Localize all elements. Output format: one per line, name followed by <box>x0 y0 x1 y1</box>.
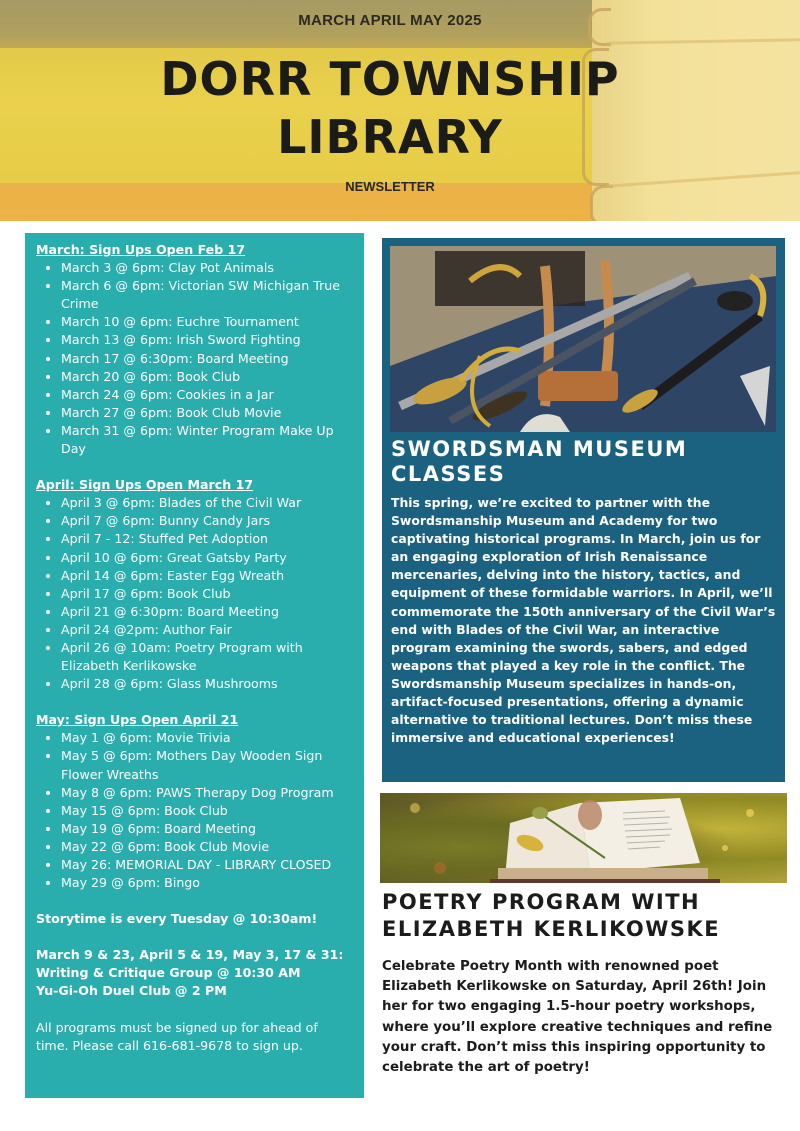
event-item: May 8 @ 6pm: PAWS Therapy Dog Program <box>61 784 354 802</box>
title-line-2: LIBRARY <box>277 110 503 164</box>
event-item: May 15 @ 6pm: Book Club <box>61 802 354 820</box>
open-book-illustration <box>380 793 787 883</box>
swords-photo <box>390 246 776 432</box>
event-item: May 26: MEMORIAL DAY - LIBRARY CLOSED <box>61 856 354 874</box>
event-item: May 19 @ 6pm: Board Meeting <box>61 820 354 838</box>
poetry-title-line-2: ELIZABETH KERLIKOWSKE <box>382 917 721 941</box>
swordsman-title-line-2: CLASSES <box>391 462 506 486</box>
event-item: May 1 @ 6pm: Movie Trivia <box>61 729 354 747</box>
event-item: March 27 @ 6pm: Book Club Movie <box>61 404 354 422</box>
poetry-title-line-1: POETRY PROGRAM WITH <box>382 890 701 914</box>
newsletter-header <box>0 0 800 221</box>
event-item: May 29 @ 6pm: Bingo <box>61 874 354 892</box>
swordsman-title <box>391 437 781 487</box>
event-item: March 17 @ 6:30pm: Board Meeting <box>61 350 354 368</box>
event-item: March 10 @ 6pm: Euchre Tournament <box>61 313 354 331</box>
march-events-list <box>36 259 354 458</box>
event-item: April 26 @ 10am: Poetry Program with Elizabeth Kerlikowske <box>61 639 354 675</box>
event-item: April 14 @ 6pm: Easter Egg Wreath <box>61 567 354 585</box>
section-heading-may: May: Sign Ups Open April 21 <box>36 712 239 728</box>
storytime-note: Storytime is every Tuesday @ 10:30am! <box>36 911 318 927</box>
event-item: April 21 @ 6:30pm: Board Meeting <box>61 603 354 621</box>
poetry-book-photo <box>380 793 787 883</box>
poetry-description: Celebrate Poetry Month with renowned poet Elizabeth Kerlikowske on Saturday, April 26th! Join her for two engaging 1.5-hour poetry workshops, where you’ll explore creative techniques and refine your craft. Don’t miss this inspiring opportunity to celebrate the art of poetry! <box>382 959 773 1076</box>
yugioh-club-note: Yu-Gi-Oh Duel Club @ 2 PM <box>36 983 227 999</box>
swordsman-title-line-1: SWORDSMAN MUSEUM <box>391 437 688 461</box>
event-item: March 20 @ 6pm: Book Club <box>61 368 354 386</box>
poetry-title <box>382 889 792 943</box>
issue-date-range: MARCH APRIL MAY 2025 <box>298 12 482 29</box>
event-item: March 13 @ 6pm: Irish Sword Fighting <box>61 331 354 349</box>
section-heading-april: April: Sign Ups Open March 17 <box>36 477 254 493</box>
april-events-list <box>36 494 354 693</box>
swordsman-description: This spring, we’re excited to partner with the Swordsmanship Museum and Academy for two captivating historical programs. In March, join us for an engaging exploration of Irish Renaissance mercenaries, delving into the history, tactics, and equipment of these formidable warriors. In April, we’ll commemorate the 150th anniversary of the Civil War’s end with Blades of the Civil War, an interactive program examining the swords, sabers, and edged weapons that played a key role in the conflict. The Swordsmanship Museum specializes in hands-on, artifact-focused presentations, offering a dynamic alternative to traditional lectures. Don’t miss these immersive and educational experiences! <box>391 495 776 746</box>
swordsman-museum-panel <box>382 238 785 782</box>
event-item: March 31 @ 6pm: Winter Program Make Up Day <box>61 422 354 458</box>
signup-note: All programs must be signed up for ahead of time. Please call 616-681-9678 to sign up. <box>36 1019 318 1053</box>
event-item: March 24 @ 6pm: Cookies in a Jar <box>61 386 354 404</box>
event-item: March 6 @ 6pm: Victorian SW Michigan True Crime <box>61 277 354 313</box>
event-item: May 5 @ 6pm: Mothers Day Wooden Sign Flower Wreaths <box>61 747 354 783</box>
swords-illustration <box>390 246 776 432</box>
recurring-dates: March 9 & 23, April 5 & 19, May 3, 17 & 31: <box>36 947 344 963</box>
title-line-1: DORR TOWNSHIP <box>160 52 620 106</box>
event-item: April 17 @ 6pm: Book Club <box>61 585 354 603</box>
library-title <box>0 50 780 166</box>
event-item: April 28 @ 6pm: Glass Mushrooms <box>61 675 354 693</box>
newsletter-label: NEWSLETTER <box>345 179 435 194</box>
event-item: April 10 @ 6pm: Great Gatsby Party <box>61 549 354 567</box>
writing-group-note: Writing & Critique Group @ 10:30 AM <box>36 965 301 981</box>
event-item: May 22 @ 6pm: Book Club Movie <box>61 838 354 856</box>
event-item: April 24 @2pm: Author Fair <box>61 621 354 639</box>
may-events-list <box>36 729 354 892</box>
event-item: April 7 - 12: Stuffed Pet Adoption <box>61 530 354 548</box>
events-calendar-panel <box>25 233 364 1098</box>
event-item: April 7 @ 6pm: Bunny Candy Jars <box>61 512 354 530</box>
event-item: March 3 @ 6pm: Clay Pot Animals <box>61 259 354 277</box>
event-item: April 3 @ 6pm: Blades of the Civil War <box>61 494 354 512</box>
section-heading-march: March: Sign Ups Open Feb 17 <box>36 242 246 257</box>
